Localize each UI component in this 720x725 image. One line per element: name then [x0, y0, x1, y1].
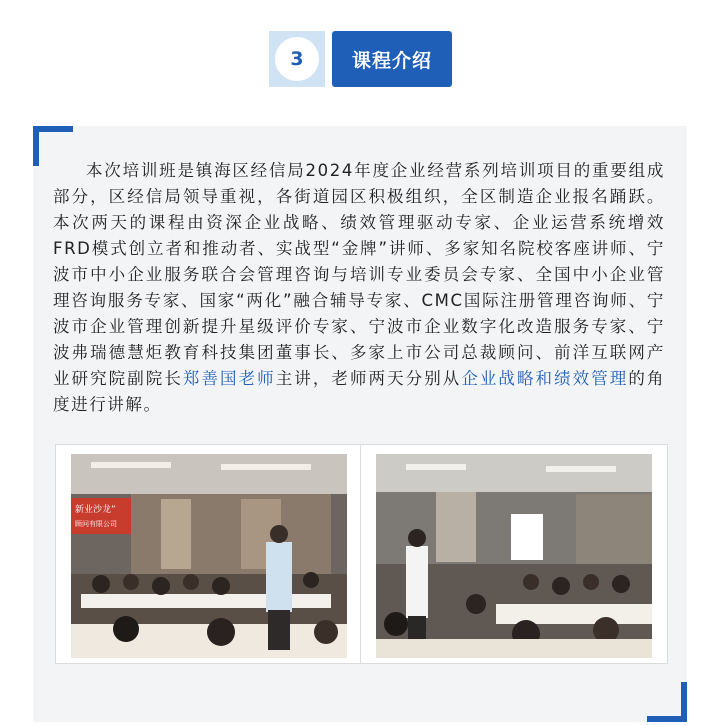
description-text-1: 本次培训班是镇海区经信局2024年度企业经营系列培训项目的重要组成部分，区经信局领导重视，各街道园区积极组织，全区制造企业报名踊跃。本次两天的课程由资深企业战略、绩效管理驱动专家、企业运营系统增效FRD模式创立者和推动者、实战型“金牌”讲师、多家知名院校客座讲师、宁波市中小企业服务联合会管理咨询与培训专业委员会专家、全国中小企业管理咨询服务专家、国家“两化”融合辅导专家、CMC国际注册管理咨询师、宁波市企业管理创新提升星级评价专家、宁波市企业数字化改造服务专家、宁波弗瑞德慧炬教育科技集团董事长、多家上市公司总裁顾问、前洋互联网产业研究院副院长 [53, 161, 665, 388]
photo-frame-right [360, 444, 668, 664]
training-photo-left [71, 454, 347, 658]
photo-frame-left [55, 444, 363, 664]
corner-decoration-bottom-right [647, 682, 687, 722]
section-number: 3 [275, 37, 319, 81]
section-number-box [269, 31, 325, 87]
teacher-name: 郑善国老师 [182, 369, 276, 388]
section-title: 课程介绍 [332, 31, 452, 87]
course-topic: 企业战略和绩效管理 [461, 369, 629, 388]
description-text-2: 主讲，老师两天分别从 [275, 369, 462, 388]
banner-text-line1: 新业沙龙” [75, 505, 116, 515]
banner-text-line2: 顾问有限公司 [75, 520, 117, 528]
description-text-3: 的角度进行讲解。 [53, 369, 666, 414]
training-photo-right [376, 454, 652, 658]
course-description [53, 158, 665, 418]
section-header [269, 31, 459, 87]
